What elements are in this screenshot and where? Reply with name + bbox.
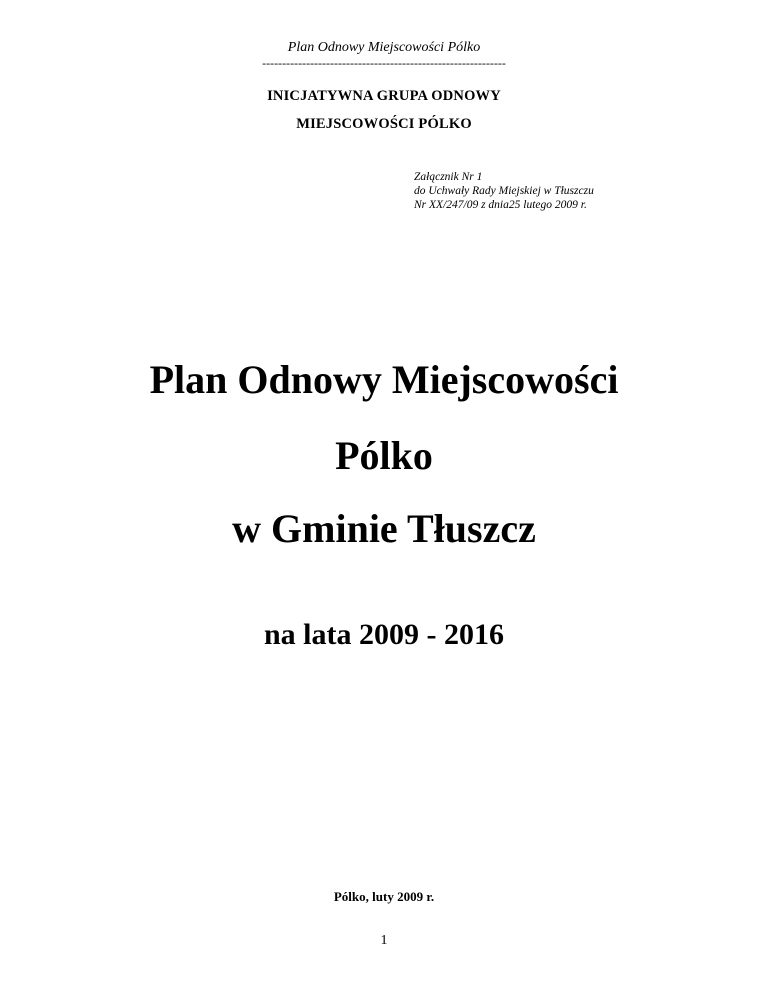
organization-name-line1: INICJATYWNA GRUPA ODNOWY xyxy=(267,88,501,104)
document-title-line2: Pólko xyxy=(335,433,433,478)
header-rule: ------------------------------------------------------------- xyxy=(262,56,506,70)
document-title-line1: Plan Odnowy Miejscowości xyxy=(149,357,619,402)
annex-line2: do Uchwały Rady Miejskiej w Tłuszczu xyxy=(414,185,594,197)
document-period: na lata 2009 - 2016 xyxy=(264,618,504,651)
page-number: 1 xyxy=(380,933,388,948)
organization-name-line2: MIEJSCOWOŚCI PÓLKO xyxy=(296,116,472,132)
annex-line3: Nr XX/247/09 z dnia25 lutego 2009 r. xyxy=(414,199,587,211)
place-date: Pólko, luty 2009 r. xyxy=(333,889,435,904)
annex-line1: Załącznik Nr 1 xyxy=(414,171,483,183)
document-title-line3: w Gminie Tłuszcz xyxy=(232,506,536,551)
running-header: Plan Odnowy Miejscowości Pólko xyxy=(287,40,481,55)
annex-note xyxy=(414,170,594,212)
